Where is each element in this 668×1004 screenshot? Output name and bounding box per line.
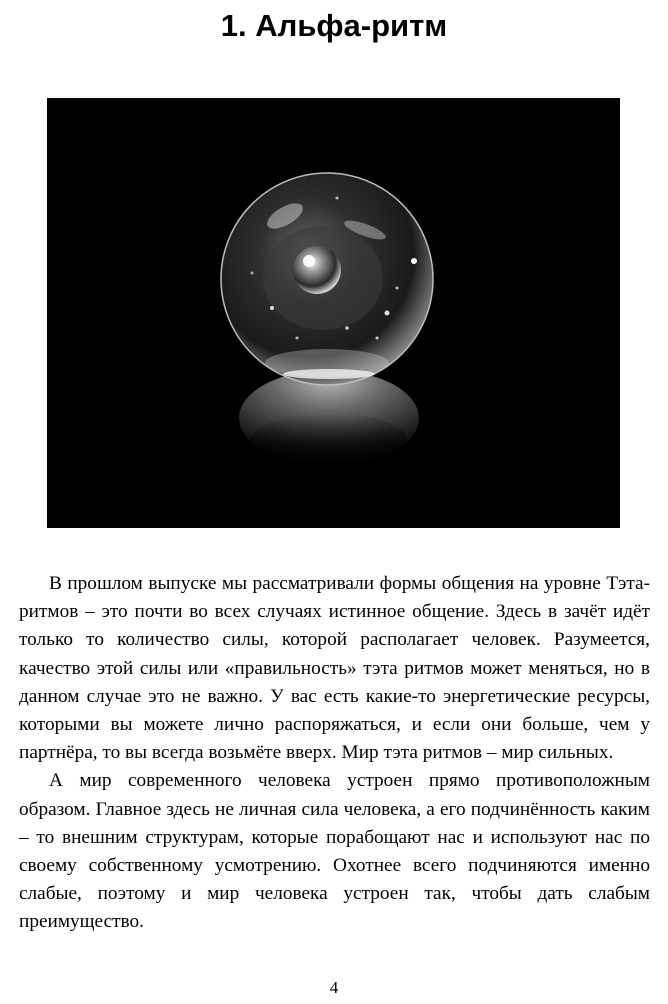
page-number: 4 [329,978,339,997]
article-text [19,570,650,937]
crystal-ball-illustration [47,98,620,528]
page-title: 1. Альфа-ритм [220,8,448,43]
crystal-ball-photo [47,98,620,528]
paragraph: А мир современного человека устроен прямо противоположным образом. Главное здесь не личная сила человека, а его подчинённость каким – то внешним структурам, которые порабощают нас и используют нас по своему собственному усмотрению. Охотнее всего подчиняются именно слабые, поэтому и мир человека устроен так, чтобы дать слабым преимущество. [19,770,650,933]
paragraph: В прошлом выпуске мы рассматривали формы общения на уровне Тэта-ритмов – это почти во всех случаях истинное общение. Здесь в зачёт идёт только то количество силы, которой располагает человек. Разумеется, качество этой силы или «правильность» тэта ритмов может меняться, но в данном случае это не важно. У вас есть какие-то энергетические ресурсы, которыми вы можете лично распоряжаться, и если они больше, чем у партнёра, то вы всегда возьмёте вверх. Мир тэта ритмов – мир сильных. [19,573,650,764]
